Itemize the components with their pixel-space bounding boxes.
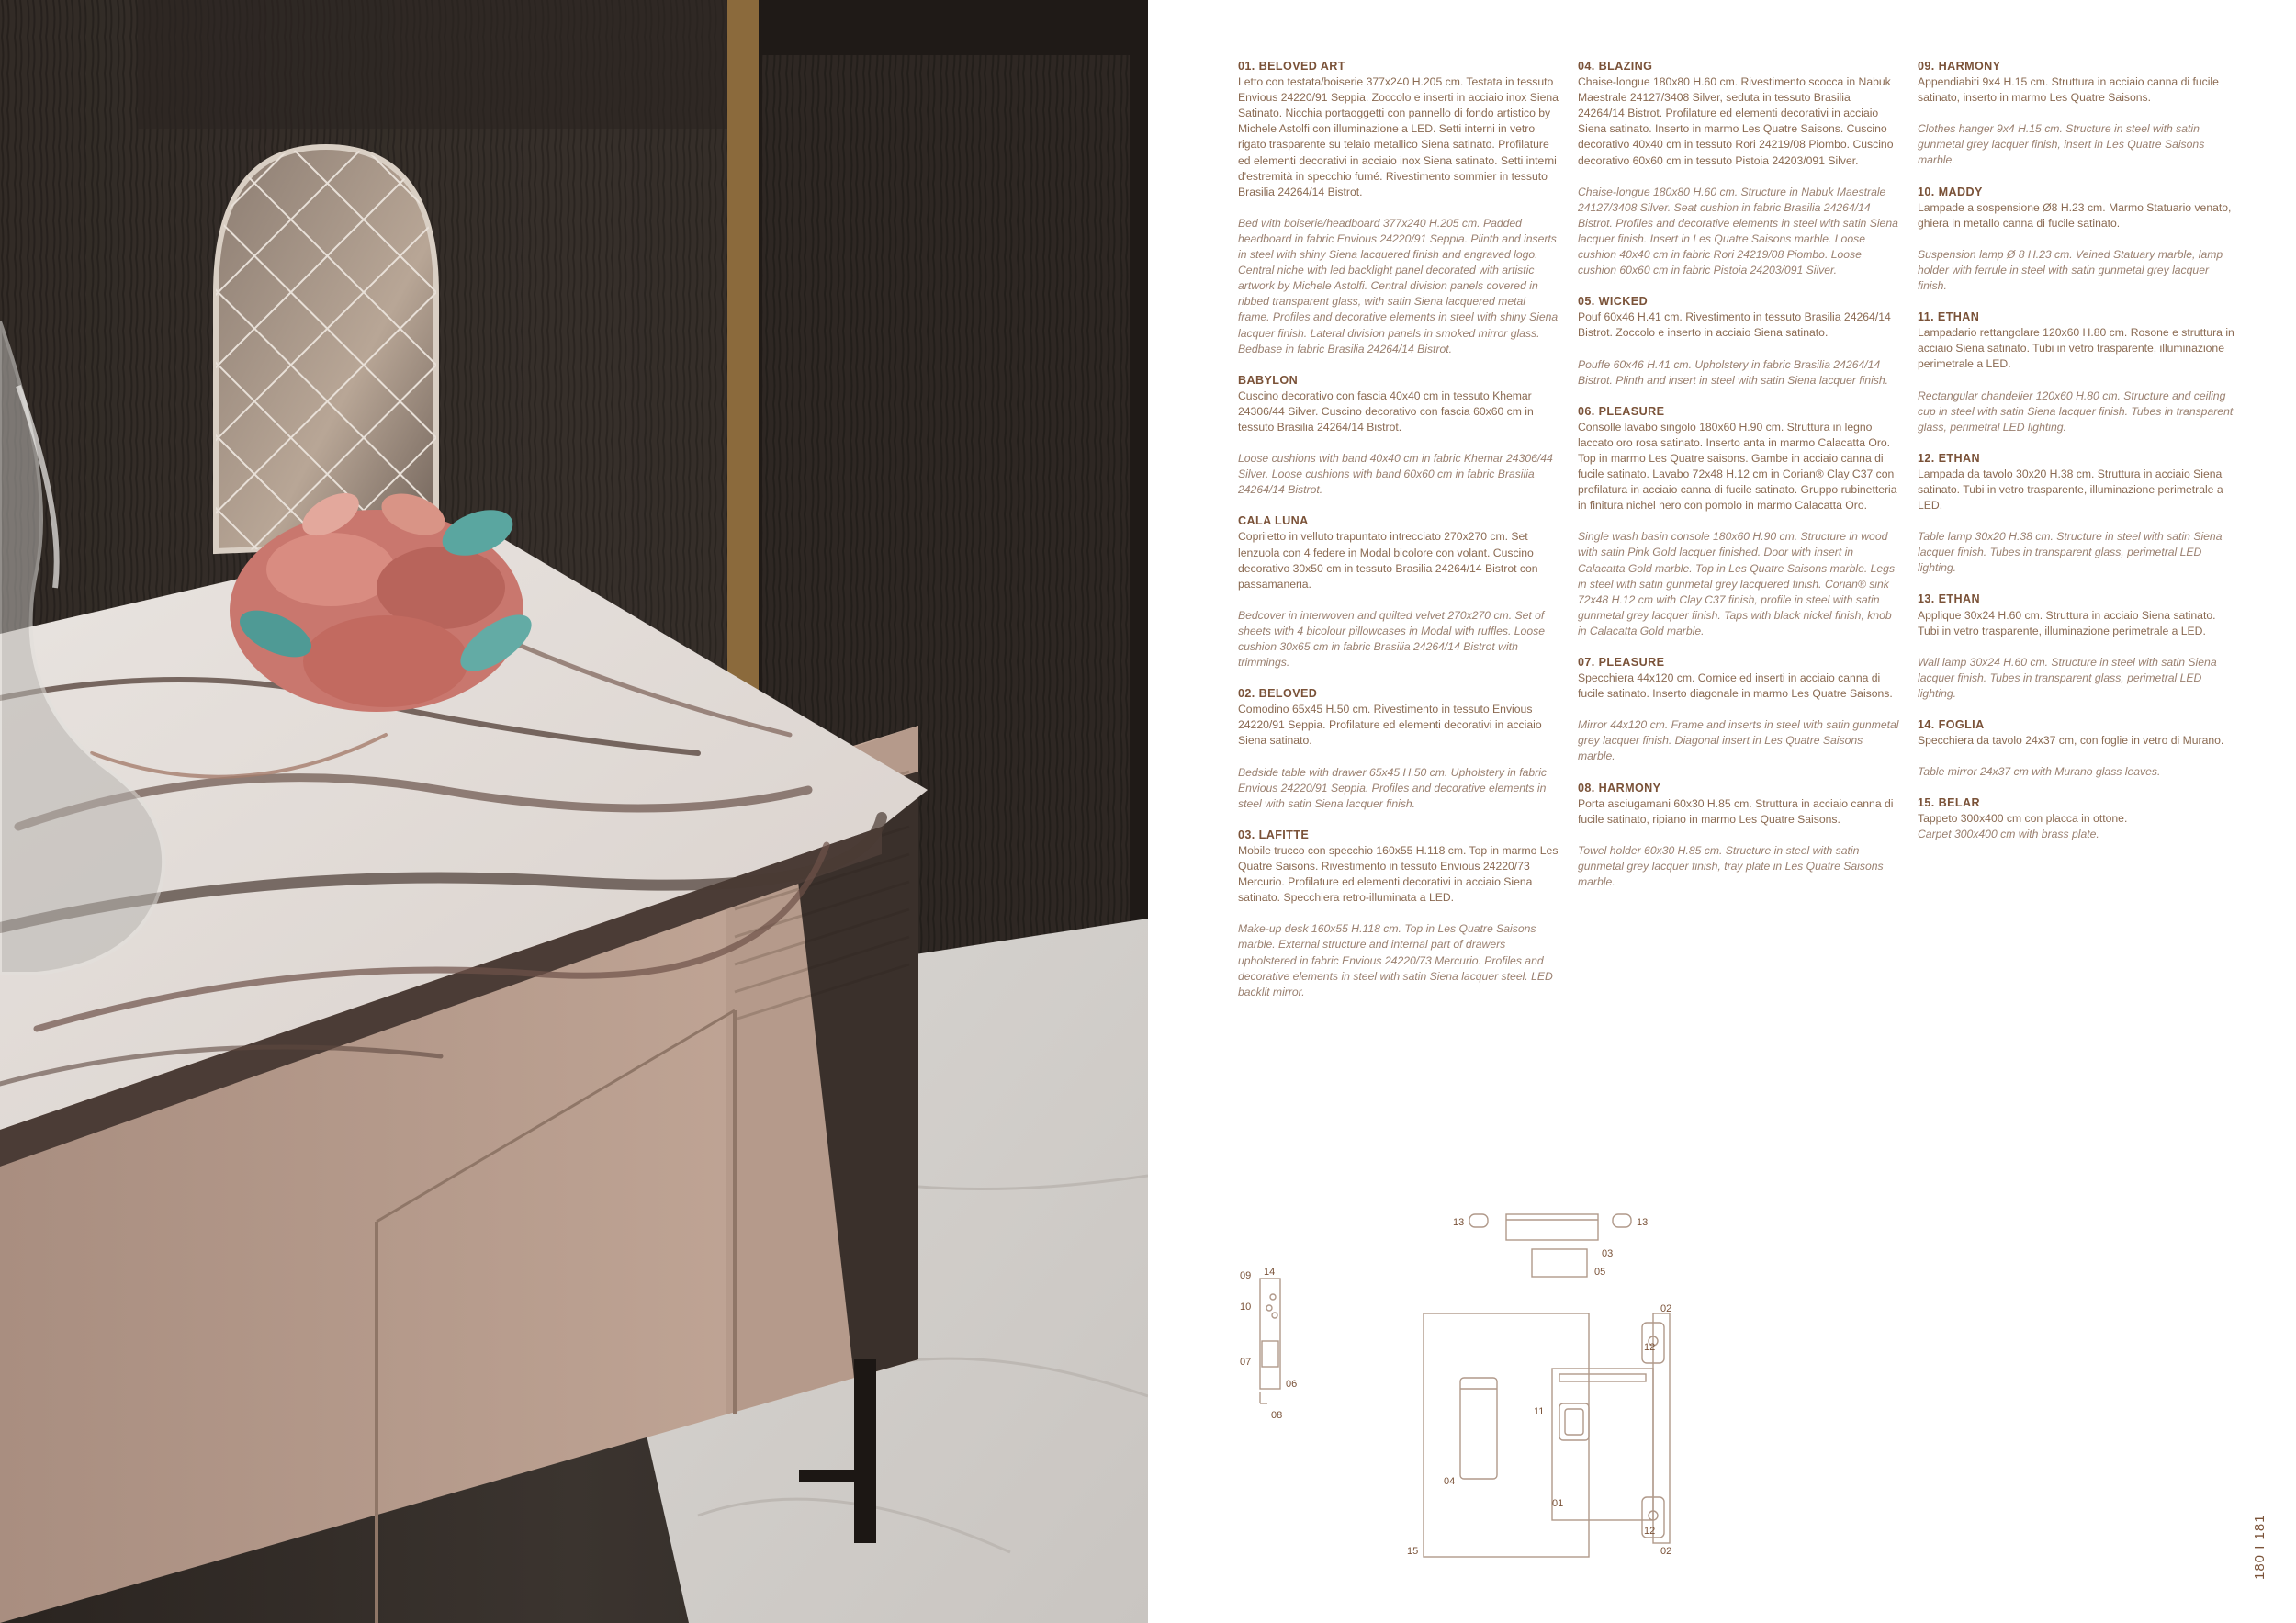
entry-text-it: Specchiera 44x120 cm. Cornice ed inserti in acciaio canna di fucile satinato. Inserto diagonale in marmo Les Quatre Saisons. [1578,671,1893,701]
entry-text-en: Table mirror 24x37 cm with Murano glass leaves. [1918,765,2161,779]
entry-text-it: Letto con testata/boiserie 377x240 H.205 cm. Testata in tessuto Envious 24220/91 Seppia. Zoccolo e inserti in acciaio inox Siena Satinato. Nicchia portaoggetti con pannello di fondo artistico by Michele Astolfi con illuminazione a LED. Setti interni in vetro rigato trasparente su telaio metallico Siena satinato. Profilature ed elementi decorativi in acciaio inox Siena satinato. Setti interni d'estremità in specchio fumé. Rivestimento sommier in tessuto Brasilia 24264/14 Bistrot. [1238,75,1559,198]
plan-label: 07 [1240,1357,1252,1368]
entry-text-it: Lampadario rettangolare 120x60 H.80 cm. Rosone e struttura in acciaio Siena satinato. Tubi in vetro trasparente, illuminazione perimetrale a LED. [1918,326,2234,371]
entry-text-en: Bedside table with drawer 65x45 H.50 cm. Upholstery in fabric Envious 24220/91 Seppia. Profiles and decorative elements in steel with satin Siena lacquer finish. [1238,765,1547,810]
plan-label: 02 [1660,1303,1672,1314]
entry-title: 02. BELOVED [1238,687,1318,701]
entry-beloved [1238,686,1559,812]
entry-text-en: Bedcover in interwoven and quilted velvet 270x270 cm. Set of sheets with 4 bicolour pillowcases in Modal with ruffles. Loose cushion 30x65 cm in fabric Brasilia 24264/14 Bistrot with trimmings. [1238,608,1545,670]
plan-label: 13 [1637,1217,1649,1228]
entry-lafitte [1238,828,1559,1000]
entry-text-it: Copriletto in velluto trapuntato intrecciato 270x270 cm. Set lenzuola con 4 federe in Modal bicolore con volant. Cuscino decorativo 30x50 cm in tessuto Brasilia 24264/14 Bistrot con passamaneria. [1238,530,1538,591]
entry-text-it: Lampada da tavolo 30x20 H.38 cm. Struttura in acciaio Siena satinato. Tubi in vetro trasparente, illuminazione perimetrale a LED. [1918,467,2223,513]
entry-title: 12. ETHAN [1918,451,1980,465]
plan-wall-lamp-right [1613,1214,1631,1227]
entry-pleasure-07 [1578,655,1899,765]
entry-text-it: Pouf 60x46 H.41 cm. Rivestimento in tessuto Brasilia 24264/14 Bistrot. Zoccolo e inserto in acciaio Siena satinato. [1578,310,1891,340]
plan-label: 01 [1552,1498,1564,1509]
entry-text-en: Suspension lamp Ø 8 H.23 cm. Veined Statuary marble, lamp holder with ferrule in steel with satin gunmetal grey lacquer finish. [1918,247,2223,293]
entry-text-en: Make-up desk 160x55 H.118 cm. Top in Les Quatre Saisons marble. External structure and internal part of drawers upholstered in fabric Envious 24220/73 Mercurio. Profiles and decorative elements in steel with satin Siena lacquer steel. LED backlit mirror. [1238,922,1553,998]
plan-label: 03 [1602,1248,1614,1259]
entry-belar [1918,795,2239,842]
entry-text-it: Specchiera da tavolo 24x37 cm, con foglie in vetro di Murano. [1918,734,2224,748]
entry-text-en: Single wash basin console 180x60 H.90 cm. Structure in wood with satin Pink Gold lacquer finished. Door with insert in Calacatta Gold marble. Top in Les Quatre Saisons marble. Legs in steel with satin gunmetal grey lacquered finish. Corian® sink 72x48 H.12 cm with Clay C37 finish, profile in steel with satin gunmetal grey lacquer finish. Taps with black nickel finish, knob in Calacatta Gold marble. [1578,530,1896,637]
description-column-3 [1918,59,2239,859]
entry-pleasure-06 [1578,404,1899,639]
plan-label: 05 [1594,1267,1606,1278]
entry-ethan-12 [1918,451,2239,577]
description-column-1 [1238,59,1559,1016]
entry-text-en: Carpet 300x400 cm with brass plate. [1918,828,2099,841]
plan-pouf [1532,1249,1587,1277]
plan-label: 10 [1240,1302,1252,1313]
plan-label: 08 [1271,1410,1283,1421]
entry-text-en: Mirror 44x120 cm. Frame and inserts in steel with satin gunmetal grey lacquer finish. Diagonal insert in Les Quatre Saisons marble. [1578,718,1899,763]
entry-beloved-art [1238,59,1559,357]
entry-text-en: Bed with boiserie/headboard 377x240 H.205 cm. Padded headboard in fabric Envious 24220/91 Seppia. Plinth and inserts in steel with shiny Siena lacquered finish and engraved logo. Central niche with led backlight panel decorated with artistic artwork by Michele Astolfi. Central division panels covered in ribbed transparent glass, with satin Siena lacquered metal frame. Profiles and decorative elements in steel with shiny Siena lacquer finish. Lateral division panels in smoked mirror glass. Bedbase in fabric Brasilia 24264/14 Bistrot. [1238,216,1559,355]
entry-harmony-08 [1578,781,1899,891]
plan-label: 04 [1444,1476,1456,1487]
entry-text-en: Clothes hanger 9x4 H.15 cm. Structure in steel with satin gunmetal grey lacquer finish, insert in Les Quatre Saisons marble. [1918,122,2205,167]
plan-label: 15 [1407,1546,1419,1557]
plan-label: 02 [1660,1546,1672,1557]
entry-text-en: Table lamp 30x20 H.38 cm. Structure in steel with satin Siena lacquer finish. Tubes in transparent glass, perimetral LED lighting. [1918,530,2223,575]
entry-text-en: Wall lamp 30x24 H.60 cm. Structure in steel with satin Siena lacquer finish. Tubes in transparent glass, perimetral LED lighting. [1918,655,2217,700]
plan-label: 06 [1286,1379,1298,1390]
entry-text-it: Tappeto 300x400 cm con placca in ottone. [1918,812,2128,826]
entry-maddy [1918,185,2239,295]
entry-title: CALA LUNA [1238,514,1309,528]
entry-text-it: Chaise-longue 180x80 H.60 cm. Rivestimento scocca in Nabuk Maestrale 24127/3408 Silver, seduta in tessuto Brasilia 24264/14 Bistrot. Profilature ed elementi decorativi in acciaio Siena satinato. Inserto in marmo Les Quatre Saisons. Cuscino decorativo 40x40 cm in tessuto Rori 24219/08 Piombo. Cuscino decorativo 60x60 cm in tessuto Pistoia 24203/091 Silver. [1578,75,1894,167]
entry-title: 14. FOGLIA [1918,718,1985,731]
entry-ethan-11 [1918,310,2239,435]
description-column-2 [1578,59,1899,906]
entry-text-it: Applique 30x24 H.60 cm. Struttura in acciaio Siena satinato. Tubi in vetro trasparente, illuminazione perimetrale a LED. [1918,608,2216,637]
entry-text-en: Chaise-longue 180x80 H.60 cm. Structure in Nabuk Maestrale 24127/3408 Silver. Seat cushion in fabric Brasilia 24264/14 Bistrot. Profiles and decorative elements in steel with satin Siena lacquer finish. Insert in Les Quatre Saisons marble. Loose cushion 40x40 cm in fabric Rori 24219/08 Piombo. Loose cushion 60x60 cm in fabric Pistoia 24203/091 Silver. [1578,185,1898,277]
entry-text-en: Loose cushions with band 40x40 cm in fabric Khemar 24306/44 Silver. Loose cushions with band 60x60 cm in fabric Brasilia 24264/14 Bistrot. [1238,452,1553,497]
entry-title: 10. MADDY [1918,185,1983,198]
plan-bed [1552,1369,1653,1520]
plan-label: 09 [1240,1270,1252,1281]
entry-text-it: Consolle lavabo singolo 180x60 H.90 cm. Struttura in legno laccato oro rosa satinato. Inserto anta in marmo Calacatta Oro. Top in marmo Les Quatre saisons. Gambe in acciaio canna di fucile satinato. Lavabo 72x48 H.12 cm in Corian® Clay C37 con profilatura in acciaio canna di fucile satinato. Gruppo rubinetteria in finitura nichel nero con pomolo in marmo Calacatta Oro. [1578,420,1897,513]
entry-babylon [1238,373,1559,499]
entry-title: 07. PLEASURE [1578,656,1665,669]
entry-title: 06. PLEASURE [1578,404,1665,418]
plan-headboard [1653,1313,1670,1543]
floor-plan-diagram [1212,1194,1782,1571]
entry-harmony-09 [1918,59,2239,169]
entry-title: 13. ETHAN [1918,592,1980,606]
plan-label: 12 [1644,1342,1656,1353]
entry-title: 03. LAFITTE [1238,828,1310,841]
entry-text-en: Pouffe 60x46 H.41 cm. Upholstery in fabric Brasilia 24264/14 Bistrot. Plinth and insert in steel with satin Siena lacquer finish. [1578,357,1889,387]
plan-label: 13 [1453,1217,1465,1228]
entry-title: 15. BELAR [1918,796,1980,810]
entry-foglia [1918,717,2239,780]
entry-cala-luna [1238,513,1559,671]
entry-text-it: Cuscino decorativo con fascia 40x40 cm in tessuto Khemar 24306/44 Silver. Cuscino decorativo con fascia 60x60 cm in tessuto Brasilia 24264/14 Bistrot. [1238,389,1534,434]
entry-title: 11. ETHAN [1918,310,1980,324]
plan-desk [1506,1214,1598,1240]
entry-text-en: Rectangular chandelier 120x60 H.80 cm. Structure and ceiling cup in steel with satin Siena lacquer finish. Tubes in transparent glass, perimetral LED lighting. [1918,389,2234,434]
entry-title: 04. BLAZING [1578,60,1653,73]
entry-title: 05. WICKED [1578,295,1649,309]
entry-title: 01. BELOVED ART [1238,60,1345,73]
entry-title: BABYLON [1238,373,1299,387]
entry-text-it: Lampade a sospensione Ø8 H.23 cm. Marmo Statuario venato, ghiera in metallo canna di fucile satinato. [1918,200,2232,230]
entry-blazing [1578,59,1899,278]
plan-label: 12 [1644,1526,1656,1537]
entry-wicked [1578,294,1899,388]
plan-label: 11 [1534,1406,1545,1417]
entry-text-it: Appendiabiti 9x4 H.15 cm. Struttura in acciaio canna di fucile satinato, inserto in marmo Les Quatre Saisons. [1918,75,2219,105]
entry-title: 08. HARMONY [1578,781,1661,795]
entry-text-it: Porta asciugamani 60x30 H.85 cm. Struttura in acciaio canna di fucile satinato, ripiano in marmo Les Quatre Saisons. [1578,796,1894,826]
entry-text-en: Towel holder 60x30 H.85 cm. Structure in steel with satin gunmetal grey lacquer finish, tray plate in Les Quatre Saisons marble. [1578,843,1884,889]
plan-label: 14 [1264,1267,1276,1278]
entry-ethan-13 [1918,592,2239,702]
entry-text-it: Mobile trucco con specchio 160x55 H.118 cm. Top in marmo Les Quatre Saisons. Rivestimento in tessuto Envious 24220/73 Mercurio. Profilature ed elementi decorativi in acciaio Siena satinato. Specchiera retro-illuminata a LED. [1238,843,1559,905]
entry-title: 09. HARMONY [1918,60,2001,73]
page-numbers: 180 I 181 [2252,1514,2268,1580]
entry-text-it: Comodino 65x45 H.50 cm. Rivestimento in tessuto Envious 24220/91 Seppia. Profilature ed elementi decorativi in acciaio Siena satinato. [1238,703,1542,748]
plan-chaise-longue [1460,1378,1497,1479]
plan-wall-lamp-left [1469,1214,1488,1227]
